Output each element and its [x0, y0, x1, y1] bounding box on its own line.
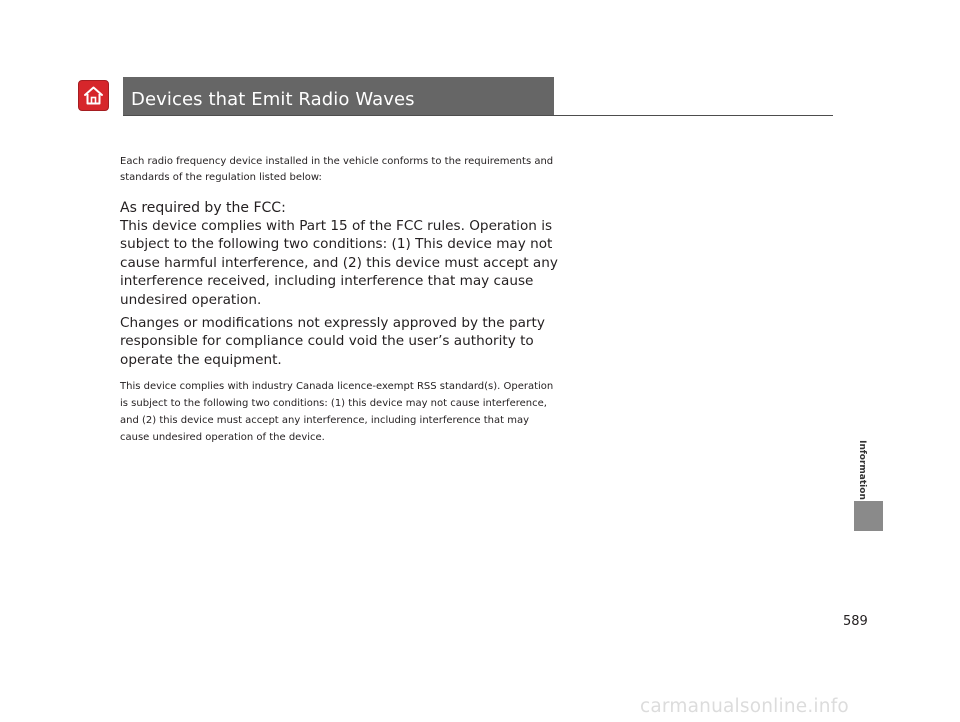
home-button[interactable] — [78, 80, 109, 111]
fcc-changes-statement: Changes or modifications not expressly approved by the party responsible for compliance could void the user’s authority to operate the equipment. — [120, 315, 545, 368]
intro-paragraph: Each radio frequency device installed in the vehicle conforms to the requirements and standards of the regulation listed below: — [120, 156, 554, 183]
home-icon — [82, 84, 105, 107]
watermark: carmanualsonline.info — [640, 696, 849, 717]
section-tab[interactable] — [854, 501, 883, 531]
title-bar — [123, 77, 554, 115]
page-title: Devices that Emit Radio Waves — [131, 89, 415, 110]
page-number: 589 — [843, 614, 868, 629]
title-divider — [123, 115, 833, 116]
industry-canada-statement: This device complies with industry Canada licence-exempt RSS standard(s). Operation is subject to the following two conditions: (1) this device may not cause interference, and (2) this device must accept any interference, including interference that may cause undesired operation of the device. — [120, 381, 554, 443]
section-label — [847, 440, 877, 500]
fcc-heading: As required by the FCC: — [120, 200, 286, 216]
fcc-statement: This device complies with Part 15 of the FCC rules. Operation is subject to the following two conditions: (1) This device may not cause harmful interference, and (2) this device must accept any interference received, including interference that may cause undesired operation. — [120, 218, 558, 308]
section-label-text: Information — [857, 440, 867, 500]
